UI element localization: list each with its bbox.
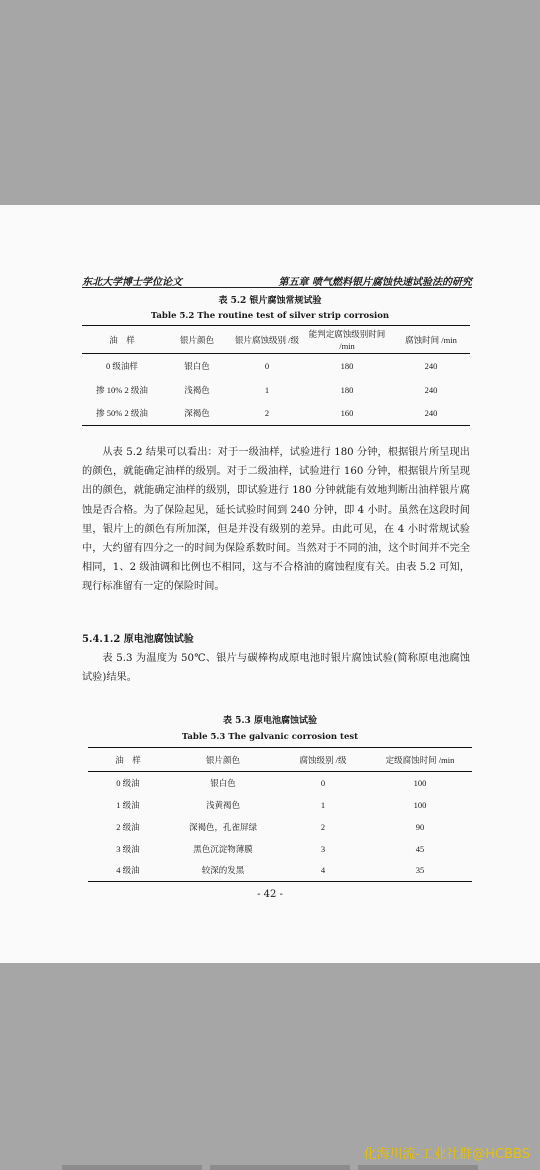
table-row xyxy=(88,816,472,838)
column-header: 腐蚀级别 /级 xyxy=(299,754,347,765)
table-cell: 1 xyxy=(320,799,326,810)
page-number: - 42 - xyxy=(257,889,283,900)
table-cell: 180 xyxy=(340,384,354,395)
table-cell: 2 xyxy=(264,408,270,419)
table-cell: 4 级油 xyxy=(116,865,140,876)
table-cell: 深褐色，孔雀屏绿 xyxy=(188,821,257,832)
table-cell: 0 xyxy=(320,777,326,788)
table-row xyxy=(88,772,472,794)
running-header xyxy=(82,273,472,288)
body-paragraph: 表 5.3 为温度为 50℃、银片与碳棒构成原电池时银片腐蚀试验(简称原电池腐蚀试验)结果。 xyxy=(82,653,470,684)
table-5-2-caption-en: Table 5.2 The routine test of silver strip corrosion xyxy=(150,311,390,321)
table-cell: 160 xyxy=(340,408,354,419)
bottom-strip xyxy=(0,1163,540,1170)
table-cell: 240 xyxy=(424,408,438,419)
document-page xyxy=(0,205,540,963)
table-5-2-caption-cn: 表 5.2 银片腐蚀常规试验 xyxy=(218,296,322,306)
table-row xyxy=(82,378,470,402)
column-header: 银片颜色 xyxy=(179,334,214,345)
table-cell: 45 xyxy=(415,843,425,854)
table-5-3-caption-en: Table 5.3 The galvanic corrosion test xyxy=(181,732,359,742)
table-header-row xyxy=(82,326,470,354)
table-cell: 180 xyxy=(340,360,354,371)
table-cell: 深褐色 xyxy=(184,408,210,419)
header-right: 第五章 喷气燃料银片腐蚀快速试验法的研究 xyxy=(278,277,472,288)
column-header: 定级腐蚀时间 /min xyxy=(385,754,455,765)
table-row xyxy=(82,354,470,378)
table-cell: 240 xyxy=(424,360,438,371)
table-row xyxy=(82,402,470,426)
table-cell: 100 xyxy=(413,799,427,810)
table-cell: 掺 10% 2 级油 xyxy=(96,384,148,395)
table-cell: 1 级油 xyxy=(116,799,140,810)
column-header: 银片颜色 xyxy=(205,754,240,765)
table-cell: 2 xyxy=(320,821,326,832)
column-header: 能判定腐蚀级别时间 /min xyxy=(308,328,386,351)
table-cell: 浅褐色 xyxy=(184,384,210,395)
table-cell: 0 级油样 xyxy=(106,360,138,371)
column-header: 油 样 xyxy=(115,754,141,765)
column-header: 银片腐蚀级别 /级 xyxy=(235,334,299,345)
table-cell: 掺 50% 2 级油 xyxy=(96,408,148,419)
table-cell: 90 xyxy=(415,821,425,832)
table-cell: 2 级油 xyxy=(116,821,140,832)
column-header: 腐蚀时间 /min xyxy=(405,334,457,345)
table-cell: 4 xyxy=(320,865,326,876)
table-cell: 较深的发黑 xyxy=(201,865,245,876)
table-cell: 浅黄褐色 xyxy=(205,799,240,810)
table-cell: 1 xyxy=(264,384,270,395)
table-cell: 0 级油 xyxy=(116,777,140,788)
table-cell: 35 xyxy=(415,865,425,876)
table-5-3-caption-cn: 表 5.3 原电池腐蚀试验 xyxy=(223,716,317,726)
table-cell: 银白色 xyxy=(210,777,236,788)
table-cell: 240 xyxy=(424,384,438,395)
table-header-row xyxy=(88,748,472,772)
table-cell: 银白色 xyxy=(184,360,210,371)
table-cell: 3 xyxy=(320,843,326,854)
table-cell: 0 xyxy=(264,360,270,371)
table-5-2 xyxy=(82,325,470,426)
column-header: 油 样 xyxy=(109,334,135,345)
body-paragraph: 从表 5.2 结果可以看出：对于一级油样，试验进行 180 分钟，根据银片所呈现出的颜色，就能确定油样的级别。对于二级油样，试验进行 160 分钟，根据银片所呈现出的颜色，就能确定油样的级别，即试验进行 180 分钟就能有效地判断出油样银片腐蚀是否合格。为了保险起见，延长试验时间到 240 分钟，即 4 小时。虽然在这段时间里，银片上的颜色有所加深，但是并没有级别的差异。由此可见，在 4 小时常规试验中，大约留有四分之一的时间为保险系数时间。当然对于不同的油，这个时间并不完全相同，1、2 级油调和比例也不相同，这与不合格油的腐蚀程度有关。由表 5.2 可知，现行标准留有一定的保险时间。 xyxy=(82,447,470,593)
table-cell: 黑色沉淀物薄膜 xyxy=(193,843,253,854)
table-5-3 xyxy=(88,747,472,882)
table-cell: 100 xyxy=(413,777,427,788)
watermark: 化海川流-工业社群@HCBBS xyxy=(363,1147,530,1162)
section-heading: 5.4.1.2 原电池腐蚀试验 xyxy=(82,634,194,645)
table-row xyxy=(88,794,472,816)
header-left: 东北大学博士学位论文 xyxy=(82,277,182,288)
table-row xyxy=(88,838,472,860)
table-row xyxy=(88,860,472,882)
table-cell: 3 级油 xyxy=(116,843,140,854)
